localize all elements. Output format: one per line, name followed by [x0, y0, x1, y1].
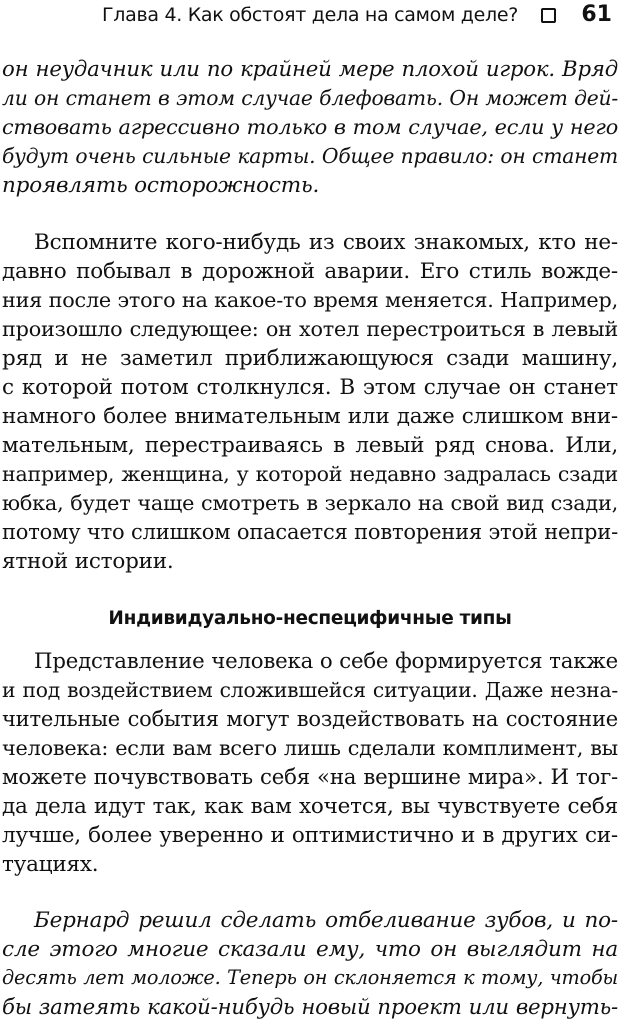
text-line: чительные события могут воздействовать на состояние: [2, 707, 618, 731]
text-line: ятной истории.: [2, 549, 174, 574]
text-line: с которой потом столкнулся. В этом случае он станет: [2, 375, 618, 400]
text-line: будут очень сильные карты. Общее правило: он станет: [2, 144, 618, 168]
text-line: десять лет моложе. Теперь он склоняется к тому, чтобы: [2, 966, 618, 989]
page-number: 61: [581, 2, 612, 27]
text-line: Вспомните кого-нибудь из своих знакомых, кто не-: [34, 230, 618, 255]
running-title: Глава 4. Как обстоят дела на самом деле?: [101, 4, 518, 26]
text-line: мательным, перестраиваясь в левый ряд снова. Или,: [2, 433, 618, 458]
text-line: Представление человека о себе формируется также: [34, 649, 618, 674]
text-line: бы затеять какой-нибудь новый проект или вернуть-: [2, 995, 618, 1020]
text-line: ния после этого на какое-то время меняется. Например,: [2, 288, 618, 312]
text-line: юбка, будет чаще смотреть в зеркало на свой вид сзади,: [2, 491, 618, 515]
text-line: ли он станет в этом случае блефовать. Он может дей-: [2, 86, 618, 110]
text-line: ствовать агрессивно только в том случае, если у него: [2, 115, 618, 139]
text-line: лучше, более уверенно и оптимистично и в других си-: [2, 823, 618, 848]
text-line: человека: если вам всего лишь сделали комплимент, вы: [2, 736, 618, 760]
text-line: Бернард решил сделать отбеливание зубов, и по-: [34, 908, 618, 933]
text-line: можете почувствовать себя «на вершине мира». И тог-: [2, 765, 618, 790]
text-line: да дела идут так, как вам хочется, вы чувствуете себя: [2, 794, 618, 819]
text-line: например, женщина, у которой недавно задралась сзади: [2, 462, 618, 486]
text-line: произошло следующее: он хотел перестроиться в левый: [2, 317, 618, 341]
text-line: потому что слишком опасается повторения этой непри-: [2, 520, 618, 544]
section-heading: Индивидуально-неспецифичные типы: [108, 608, 512, 629]
text-line: проявлять осторожность.: [2, 173, 320, 198]
text-line: и под воздействием сложившейся ситуации. Даже незна-: [2, 678, 618, 702]
text-line: он неудачник или по крайней мере плохой игрок. Вряд: [2, 57, 618, 82]
text-line: туациях.: [2, 852, 99, 877]
text-line: ряд и не заметил приближающуюся сзади машину,: [2, 346, 618, 371]
text-line: давно побывал в дорожной аварии. Его стиль вожде-: [2, 259, 618, 284]
text-line: сле этого многие сказали ему, что он выглядит на: [2, 937, 618, 962]
text-line: намного более внимательным или даже слишком вни-: [2, 404, 618, 429]
